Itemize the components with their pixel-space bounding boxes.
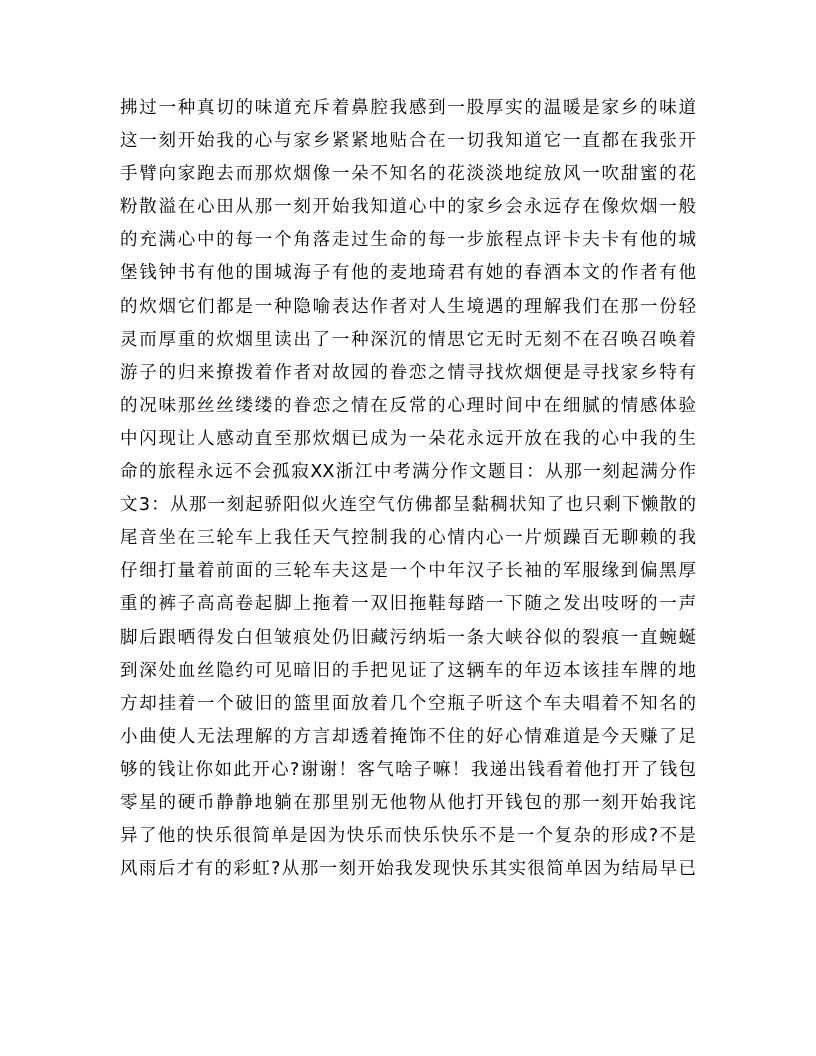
text-line: 小曲使人无法理解的方言却透着掩饰不住的好心情难道是今天赚了足 (120, 726, 696, 747)
text-line: 重的裤子高高卷起脚上拖着一双旧拖鞋每踏一下随之发出吱呀的一声 (120, 594, 696, 615)
text-line: 够的钱让你如此开心?谢谢！客气啥子嘛！我递出钱看着他打开了钱包 (120, 759, 696, 780)
text-line: 的炊烟它们都是一种隐喻表达作者对人生境遇的理解我们在那一份轻 (120, 296, 696, 317)
text-line: 的况味那丝丝缕缕的眷恋之情在反常的心理时间中在细腻的情感体验 (120, 395, 696, 416)
text-line: 中闪现让人感动直至那炊烟已成为一朵花永远开放在我的心中我的生 (120, 428, 696, 449)
text-line: 堡钱钟书有他的围城海子有他的麦地琦君有她的春酒本文的作者有他 (120, 263, 696, 284)
text-line: 手臂向家跑去而那炊烟像一朵不知名的花淡淡地绽放风一吹甜蜜的花 (120, 164, 696, 185)
text-line: 文3：从那一刻起骄阳似火连空气仿佛都呈黏稠状知了也只剩下懒散的 (120, 495, 696, 516)
text-line: 游子的归来撩拨着作者对故园的眷恋之情寻找炊烟便是寻找家乡特有 (120, 362, 696, 383)
text-line: 方却挂着一个破旧的篮里面放着几个空瓶子听这个车夫唱着不知名的 (120, 693, 696, 714)
text-line: 拂过一种真切的味道充斥着鼻腔我感到一股厚实的温暖是家乡的味道 (120, 98, 696, 118)
text-line: 仔细打量着前面的三轮车夫这是一个中年汉子长袖的军服缘到偏黑厚 (120, 561, 696, 582)
text-line: 尾音坐在三轮车上我任天气控制我的心情内心一片烦躁百无聊赖的我 (120, 528, 696, 549)
text-line: 异了他的快乐很简单是因为快乐而快乐快乐不是一个复杂的形成?不是 (120, 826, 696, 847)
text-line: 的充满心中的每一个角落走过生命的每一步旅程点评卡夫卡有他的城 (120, 230, 696, 251)
text-line: 零星的硬币静静地躺在那里别无他物从他打开钱包的那一刻开始我诧 (120, 792, 696, 813)
text-line: 脚后跟晒得发白但皱痕处仍旧藏污纳垢一条大峡谷似的裂痕一直蜿蜒 (120, 627, 696, 648)
text-line: 这一刻开始我的心与家乡紧紧地贴合在一切我知道它一直都在我张开 (120, 131, 696, 152)
text-line: 灵而厚重的炊烟里读出了一种深沉的情思它无时无刻不在召唤召唤着 (120, 329, 696, 350)
text-line: 粉散溢在心田从那一刻开始我知道心中的家乡会永远存在像炊烟一般 (120, 197, 696, 218)
text-line: 到深处血丝隐约可见暗旧的手把见证了这辆车的年迈本该挂车牌的地 (120, 660, 696, 681)
text-line: 风雨后才有的彩虹?从那一刻开始我发现快乐其实很简单因为结局早已 (120, 859, 696, 880)
text-line: 命的旅程永远不会孤寂XX浙江中考满分作文题目：从那一刻起满分作 (120, 462, 696, 483)
body-text (120, 92, 696, 886)
